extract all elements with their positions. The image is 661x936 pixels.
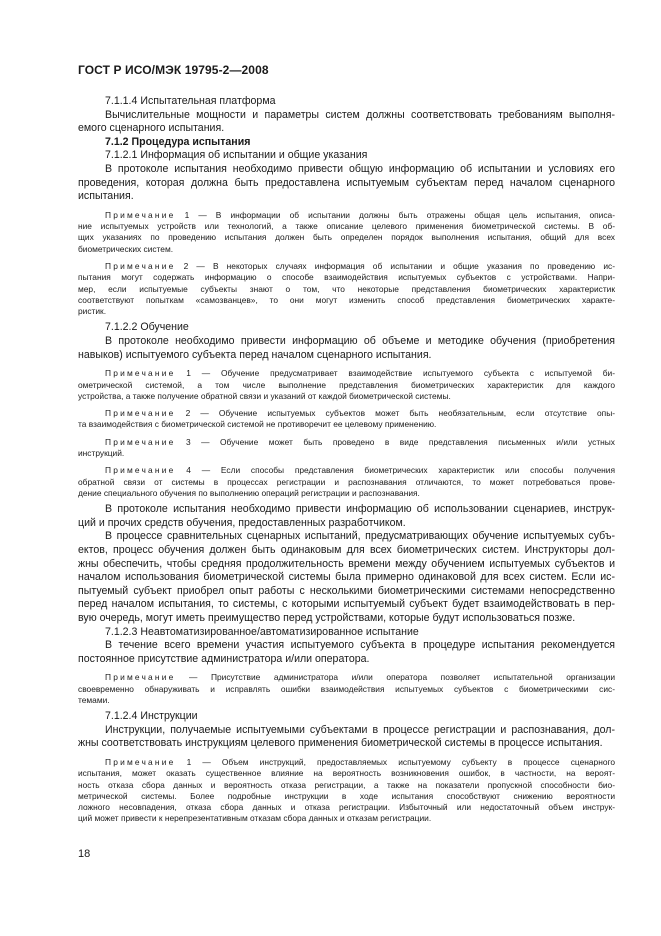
note-line	[78, 672, 615, 683]
text-line: В процессе сравнительных сценарных испытаний, предусматривающих обучение испытуемых субъ-	[105, 530, 615, 543]
note-line: метрической системы. Более подробные инструкции в ходе испытания способствуют снижению вероятности	[78, 790, 615, 801]
note-line: биометрических систем.	[78, 243, 174, 254]
note-label: Примечание	[105, 209, 176, 220]
note-line: ристик.	[78, 306, 107, 317]
note-block	[78, 465, 615, 499]
note-line: та взаимодействия с биометрической системой не противоречит ее целевому применению.	[78, 419, 437, 430]
text-line: 7.1.2.1 Информация об испытании и общие указания	[105, 149, 368, 162]
text-line: ций и прочих средств обучения, предоставленных разработчиком.	[78, 516, 406, 529]
note-label: Примечание	[105, 756, 176, 767]
note-line	[78, 368, 615, 379]
note-line: щих указаниях по проведению испытания должен быть определен порядок выполнения испытания, общий для всех	[78, 232, 615, 243]
text-line: жны обеспечить, чтобы средняя продолжительность времени между обучением испытуемых субъектов и	[78, 557, 615, 570]
text-line: постоянное присутствие администратора и/или оператора.	[78, 652, 370, 665]
page-number: 18	[78, 848, 91, 860]
paragraph	[78, 626, 615, 640]
section-heading	[78, 136, 615, 150]
text-line: проведения, которая должна быть предоставлена испытуемым субъектам перед началом сценарного	[78, 176, 615, 189]
note-line: мер, если испытуемые субъекты знают о том, что некоторые представления биометрических характеристик	[78, 283, 615, 294]
text-line: вую очередь, могут иметь преимущество перед устройствами, которые будут использоваться позже.	[78, 611, 576, 624]
text-line: В протоколе испытания необходимо привести общую информацию об испытании и условиях его	[105, 162, 615, 175]
paragraph	[78, 109, 615, 136]
note-label: Примечание	[105, 672, 176, 683]
note-text: 3 — Обучение может быть проведено в виде представления письменных и/или устных	[175, 436, 615, 447]
text-line: 7.1.2 Процедура испытания	[105, 135, 251, 148]
note-line: ций может привести к нерепрезентативным отказам сбора данных и отказам регистрации.	[78, 813, 432, 824]
note-label: Примечание	[105, 436, 176, 447]
note-label: Примечание	[105, 408, 176, 419]
note-line: инструкций.	[78, 447, 125, 458]
note-block	[78, 757, 615, 825]
note-line	[78, 210, 615, 221]
note-block	[78, 437, 615, 460]
paragraph	[78, 95, 615, 109]
document-header: ГОСТ Р ИСО/МЭК 19795-2—2008	[78, 63, 269, 77]
note-label: Примечание	[105, 260, 176, 271]
text-line: пытуемый субъект приобрел опыт работы с несколькими биометрическими системами непосредственно	[78, 584, 615, 597]
note-line: устройства, а также получение обратной связи и указаний от каждой биометрической системы.	[78, 390, 451, 401]
note-line: ложного несовпадения, отказа сбора данных и отказа регистрации. Избыточный или недостаточный объем инструк-	[78, 802, 615, 813]
note-line: своевременно обнаруживать и исправлять ошибки взаимодействия испытуемых субъектов с биометрическими сис-	[78, 683, 615, 694]
note-line	[78, 757, 615, 768]
note-line: ние испытуемых устройств или технологий, а также описание целевого применения биометрической системы. В об-	[78, 221, 615, 232]
text-line: 7.1.1.4 Испытательная платформа	[105, 95, 276, 107]
paragraph	[78, 710, 615, 724]
note-text: 4 — Если способы представления биометрических характеристик или способы получения	[175, 465, 615, 476]
paragraph	[78, 503, 615, 530]
paragraph	[78, 163, 615, 204]
note-line: испытания, может оказать существенное влияние на вероятность возникновения ошибок, в частности, на вероят-	[78, 768, 615, 779]
note-line	[78, 408, 615, 419]
text-line: испытания.	[78, 190, 134, 203]
note-line: темами.	[78, 694, 110, 705]
note-block	[78, 408, 615, 431]
note-line	[78, 261, 615, 272]
note-block	[78, 261, 615, 317]
text-line: жны соответствовать инструкциям целевого применения биометрической системы в процессе испытания.	[78, 737, 603, 750]
note-block	[78, 210, 615, 255]
note-text: 1 — В информации об испытании должны быть отражены общая цель испытания, описа-	[175, 209, 615, 220]
document-body	[78, 95, 615, 829]
note-line	[78, 437, 615, 448]
note-block	[78, 368, 615, 402]
text-line: В течение всего времени участия испытуемого субъекта в процедуре испытания рекомендуется	[105, 639, 615, 652]
text-line: В протоколе необходимо привести информацию об объеме и методике обучения (приобретения	[105, 335, 615, 348]
note-line: обратной связи от системы в процессах регистрации и распознавания отличаются, то может потребоваться прове-	[78, 476, 615, 487]
paragraph	[78, 321, 615, 335]
note-text: 2 — Обучение испытуемых субъектов может быть необязательным, если отсутствие опы-	[175, 408, 615, 419]
text-line: 7.1.2.3 Неавтоматизированное/автоматизированное испытание	[105, 625, 419, 638]
note-line: пытания могут содержать информацию о способе взаимодействия испытуемых субъектов с устройствами. Напри-	[78, 272, 615, 283]
text-line: Инструкции, получаемые испытуемыми субъектами в процессе регистрации и распознавания, дол-	[105, 723, 615, 736]
text-line: началом использования биометрической системы была примерно одинаковой для всех систем. Если ис-	[78, 571, 615, 584]
note-line	[78, 465, 615, 476]
paragraph	[78, 530, 615, 625]
text-line: В протоколе испытания необходимо привести информацию об использовании сценариев, инструк-	[105, 503, 615, 516]
note-text: 1 — Объем инструкций, предоставляемых испытуемому субъекту в процессе сценарного	[175, 756, 615, 767]
note-text: 1 — Обучение предусматривает взаимодействие испытуемого субъекта с испытуемой би-	[175, 368, 615, 379]
note-text: 2 — В некоторых случаях информация об испытании и общие указания по проведению ис-	[175, 260, 615, 271]
note-line: соответствуют попыткам «самозванцев», то они могут изменить способ представления биометрических характе-	[78, 294, 615, 305]
paragraph	[78, 335, 615, 362]
note-line: ность отказа сбора данных и вероятность отказа регистрации, а также на показатели пропускной способности био-	[78, 779, 615, 790]
paragraph	[78, 639, 615, 666]
paragraph	[78, 724, 615, 751]
note-line: ометрической системой, а том числе выполнение представления биометрических характеристик для каждого	[78, 379, 615, 390]
note-text: — Присутствие администратора и/или оператора позволяет испытательной организации	[175, 672, 615, 683]
text-line: Вычислительные мощности и параметры систем должны соответствовать требованиям выполня-	[105, 108, 615, 121]
text-line: навыков) испытуемого субъекта перед началом сценарного испытания.	[78, 348, 432, 361]
note-label: Примечание	[105, 368, 176, 379]
text-line: перед началом испытания, то системы, с которыми испытуемый субъект будет взаимодействовать в пер-	[78, 598, 615, 611]
note-block	[78, 672, 615, 706]
paragraph	[78, 149, 615, 163]
text-line: емого сценарного испытания.	[78, 122, 225, 135]
text-line: 7.1.2.4 Инструкции	[105, 710, 198, 723]
note-label: Примечание	[105, 465, 176, 476]
text-line: 7.1.2.2 Обучение	[105, 321, 189, 334]
text-line: ектов, процесс обучения должен быть одинаковым для всех биометрических систем. Инструкторы дол-	[78, 543, 615, 556]
note-line: дение специального обучения по выполнению операций регистрации и распознавания.	[78, 487, 420, 498]
